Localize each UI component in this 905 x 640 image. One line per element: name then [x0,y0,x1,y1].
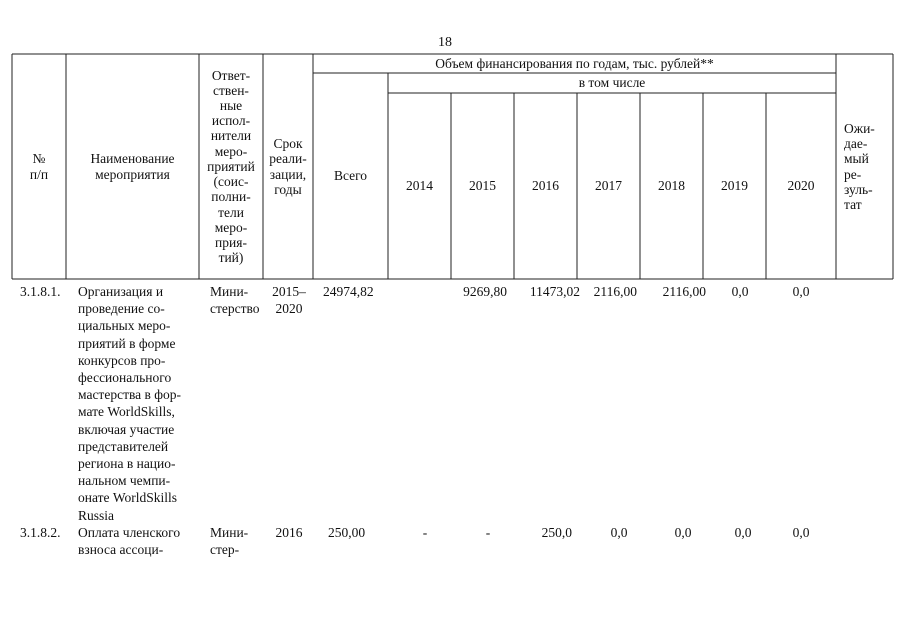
row-year-2016: 250,0 [541,525,572,540]
row-responsible: Мини- стерство [210,284,260,317]
row-num: 3.1.8.1. [20,284,61,299]
header-year-2014: 2014 [406,178,433,194]
row-year-2015: - [485,525,491,540]
row-name: Оплата членского взноса ассоци- [78,525,181,558]
row-year-2020: 0,0 [792,525,810,540]
header-funding-title: Объем финансирования по годам, тыс. рублей** [435,55,714,71]
header-year-2016: 2016 [532,178,559,194]
row-num: 3.1.8.2. [20,525,61,540]
row-year-2015: 9269,80 [463,284,507,299]
row-year-2018: 2116,00 [662,284,706,299]
row-name: Организация и проведение со- циальных меро- приятий в форме конкурсов про- фессионального мастерства в фор- мате WorldSkills, включая участие представителей региона в нацио- нальном чемпи- онате WorldSkills Russia [78,284,182,523]
row-year-2017: 2116,00 [593,284,637,299]
row-year-2019: 0,0 [734,525,752,540]
header-including: в том числе [578,75,646,91]
header-year-2019: 2019 [721,178,748,194]
row-year-2020: 0,0 [792,284,810,299]
header-year-2020: 2020 [787,178,815,194]
row-total: 250,00 [328,525,366,540]
row-responsible: Мини- стер- [210,525,249,558]
header-period: Срок реали- зации, годы [269,136,307,197]
row-period: 2015– 2020 [272,284,306,317]
header-result: Ожи- дае- мый ре- зуль- тат [844,120,875,212]
row-year-2017: 0,0 [610,525,628,540]
row-period: 2016 [275,525,303,540]
row-year-2019: 0,0 [731,284,749,299]
header-year-2017: 2017 [595,178,622,194]
page-number: 18 [438,35,452,50]
row-year-2018: 0,0 [674,525,692,540]
header-year-2015: 2015 [469,178,496,194]
header-num: № п/п [29,151,49,182]
header-name: Наименование мероприятия [90,151,175,182]
header-year-2018: 2018 [658,178,685,194]
row-total: 24974,82 [323,284,374,299]
header-total: Всего [333,168,368,184]
header-responsible: Ответ- ствен- ные испол- нители меро- приятий (соис- полни- тели меро- прия- тий) [207,67,255,266]
row-year-2014: - [422,525,428,540]
row-year-2016: 11473,02 [529,284,580,299]
